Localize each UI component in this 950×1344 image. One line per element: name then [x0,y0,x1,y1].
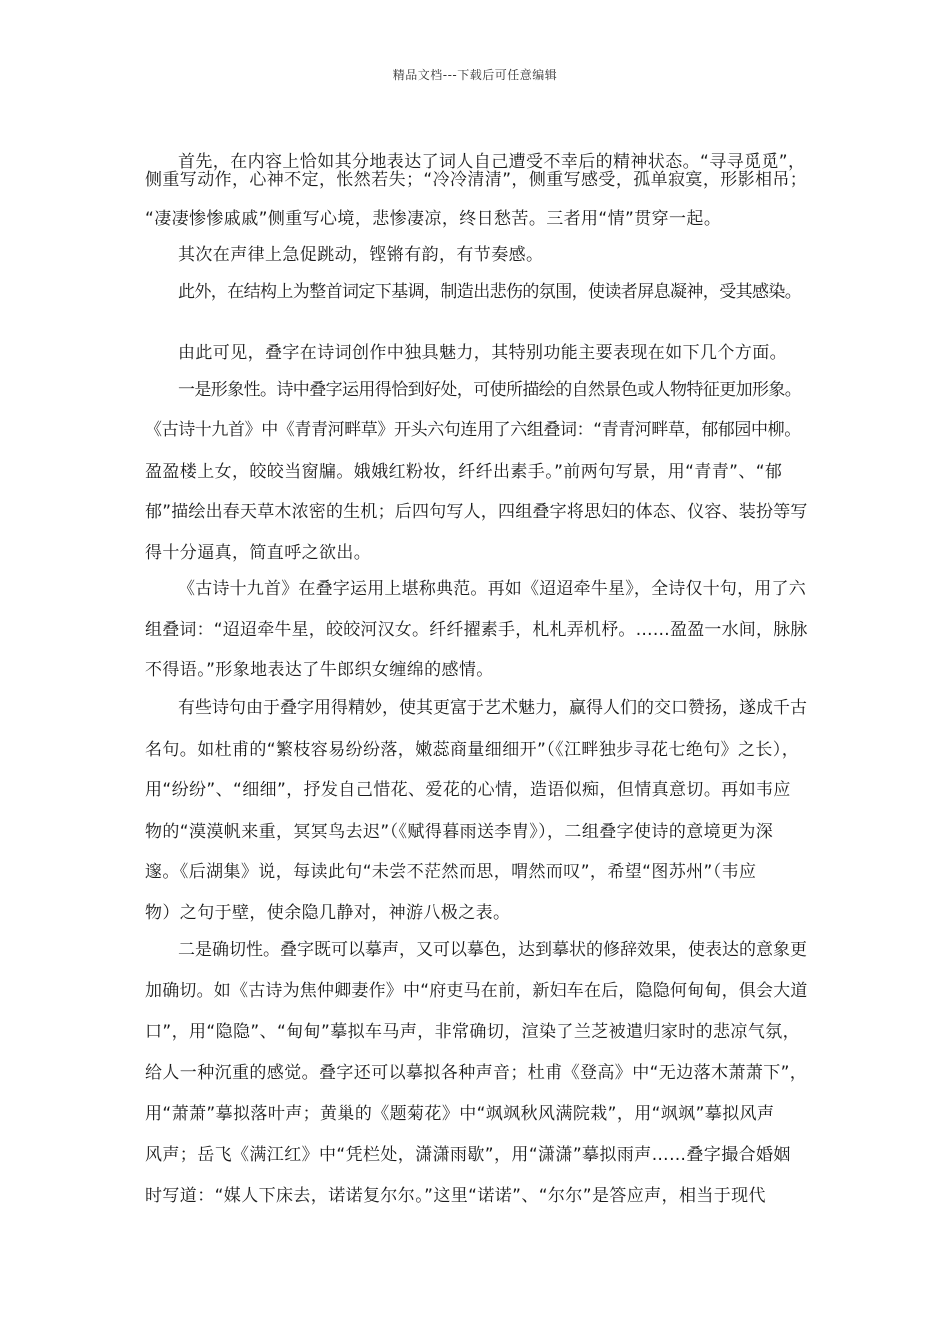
text-line: 组叠词：“迢迢牵牛星，皎皎河汉女。纤纤擢素手，札札弄机杼。……盈盈一水间，脉脉 [145,620,808,640]
text-line: 二是确切性。叠字既可以摹声，又可以摹色，达到摹状的修辞效果，使表达的意象更 [178,940,807,960]
text-line: 一是形象性。诗中叠字运用得恰到好处，可使所描绘的自然景色或人物特征更加形象。 [178,380,802,400]
text-line: 由此可见，叠字在诗词创作中独具魅力，其特别功能主要表现在如下几个方面。 [178,343,787,363]
text-line: 物）之句于壁，使余隐几静对，神游八极之表。 [145,903,511,923]
text-line: 口”，用“隐隐”、“甸甸”摹拟车马声，非常确切，渲染了兰芝被遣归家时的悲凉气氛， [145,1022,801,1042]
text-line: 盈盈楼上女，皎皎当窗牖。娥娥红粉妆，纤纤出素手。”前两句写景，用“青青”、“郁 [145,462,783,482]
text-line: 得十分逼真，简直呼之欲出。 [145,543,372,563]
text-line: 邃。《后湖集》说，每读此句“未尝不茫然而思，喟然而叹”，希望“图苏州”（韦应 [145,862,757,882]
text-line: 物的“漠漠帆来重，冥冥鸟去迟”（《赋得暮雨送李胄》），二组叠字使诗的意境更为深 [145,822,774,842]
text-line: 加确切。如《古诗为焦仲卿妻作》中“府吏马在前，新妇车在后，隐隐何甸甸，俱会大道 [145,981,808,1001]
text-line: 《古诗十九首》在叠字运用上堪称典范。再如《迢迢牵牛星》，全诗仅十句，用了六 [178,579,806,599]
text-line: 时写道：“媒人下床去，诺诺复尔尔。”这里“诺诺”、“尔尔”是答应声，相当于现代 [145,1186,766,1206]
text-line: 《古诗十九首》中《青青河畔草》开头六句连用了六组叠词：“青青河畔草，郁郁园中柳。 [145,420,801,440]
text-line: 名句。如杜甫的“繁枝容易纷纷落，嫩蕊商量细细开”（《江畔独步寻花七绝句》之长）， [145,740,800,760]
text-line: 风声；岳飞《满江红》中“凭栏处，潇潇雨歇”，用“潇潇”摹拟雨声……叠字撮合婚姻 [145,1145,791,1165]
text-line: 用“萧萧”摹拟落叶声；黄巢的《题菊花》中“飒飒秋风满院栽”，用“飒飒”摹拟风声 [145,1104,775,1124]
text-line: 不得语。”形象地表达了牛郎织女缠绵的感情。 [145,660,494,680]
text-line: “凄凄惨惨戚戚”侧重写心境，悲惨凄凉，终日愁苦。三者用“情”贯穿一起。 [145,209,722,229]
text-line: 有些诗句由于叠字用得精妙，使其更富于艺术魅力，赢得人们的交口赞扬，遂成千古 [178,698,807,718]
text-line: 郁”描绘出春天草木浓密的生机；后四句写人，四组叠字将思妇的体态、仪容、装扮等写 [145,502,808,522]
text-line: 给人一种沉重的感觉。叠字还可以摹拟各种声音；杜甫《登高》中“无边落木萧萧下”， [145,1063,808,1083]
text-line: 此外，在结构上为整首词定下基调，制造出悲伤的氛围，使读者屏息凝神，受其感染。 [178,282,802,302]
text-line: 首先，在内容上恰如其分地表达了词人自己遭受不幸后的精神状态。“寻寻觅觅”， [178,152,806,172]
text-line: 其次在声律上急促跳动，铿锵有韵，有节奏感。 [178,245,544,265]
text-line: 侧重写动作，心神不定，怅然若失；“冷冷清清”，侧重写感受，孤单寂寞，形影相吊； [145,170,808,190]
page-header: 精品文档---下载后可任意编辑 [392,68,558,82]
text-line: 用“纷纷”、“细细”，抒发自己惜花、爱花的心情，造语似痴，但情真意切。再如韦应 [145,780,791,800]
